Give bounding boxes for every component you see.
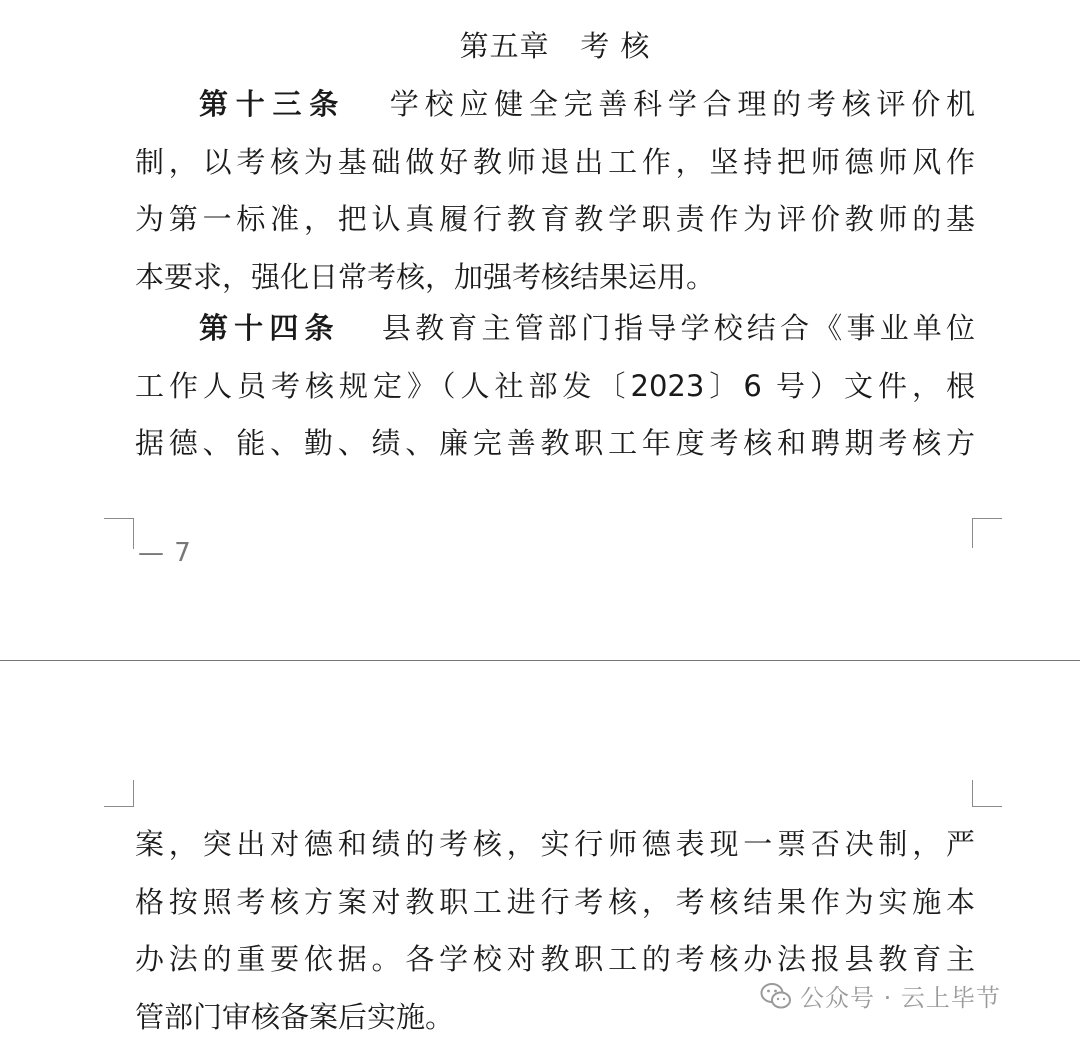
article-14-number: 第十四条 (199, 311, 340, 345)
watermark-text: 公众号 · 云上毕节 (800, 978, 1001, 1013)
article-13-number: 第十三条 (199, 87, 346, 121)
article-14-line-2: 工作人员考核规定》（人社部发〔2023〕6 号）文件，根 (135, 358, 975, 416)
article-14-line-3: 据德、能、勤、绩、廉完善教职工年度考核和聘期考核方 (135, 415, 975, 473)
article-13-line-2: 制，以考核为基础做好教师退出工作，坚持把师德师风作 (135, 134, 975, 192)
page-divider (0, 660, 1080, 661)
continued-line-2: 格按照考核方案对教职工进行考核，考核结果作为实施本 (135, 874, 975, 932)
article-13-line-3: 为第一标准，把认真履行教育教学职责作为评价教师的基 (135, 191, 975, 249)
crop-mark-bottom-right (972, 518, 1002, 548)
article-14-line-1 (135, 300, 975, 358)
crop-mark-top-right (972, 780, 1002, 807)
article-13-line-4: 本要求，强化日常考核，加强考核结果运用。 (135, 249, 975, 307)
watermark (760, 978, 1001, 1013)
article-13-line-1 (135, 76, 975, 134)
article-13-text-1: 学校应健全完善科学合理的考核评价机 (384, 87, 975, 121)
article-14-text-1: 县教育主管部门指导学校结合《事业单位 (378, 311, 975, 345)
page-number: — 7 (138, 538, 192, 568)
wechat-icon (760, 981, 792, 1011)
article-13 (135, 76, 975, 306)
continued-line-4: 管部门审核备案后实施。 (135, 989, 975, 1046)
continued-line-3: 办法的重要依据。各学校对教职工的考核办法报县教育主 (135, 931, 975, 989)
chapter-title: 第五章 考 核 (0, 24, 1080, 68)
crop-mark-bottom-left (104, 518, 134, 549)
article-14 (135, 300, 975, 473)
crop-mark-top-left (104, 780, 134, 807)
continued-line-1: 案，突出对德和绩的考核，实行师德表现一票否决制，严 (135, 816, 975, 874)
